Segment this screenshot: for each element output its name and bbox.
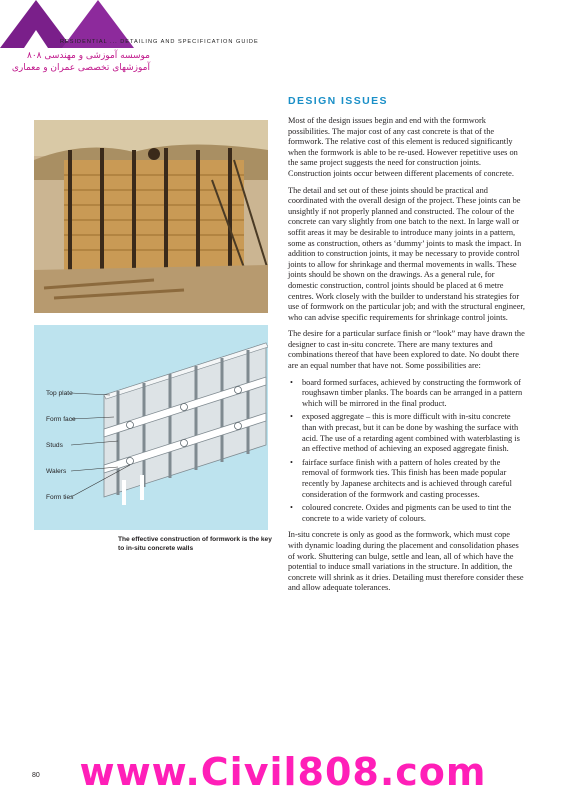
figure-caption: The effective construction of formwork is the key to in-situ concrete walls <box>118 536 272 552</box>
diagram-label-form-face: Form face <box>46 416 76 423</box>
diagram-label-top-plate: Top plate <box>46 390 73 397</box>
list-item-text: fairface surface finish with a pattern of holes created by the removal of formwork ties. This finish has been made popular recently by Japanese architects and is achieved through careful consideration of the formwork and casting processes. <box>302 457 512 499</box>
closing-paragraph: In-situ concrete is only as good as the formwork, which must cope with dynamic loading during the placement and consolidation phases of work. Shuttering can bulge, settle and lean, all of which have the potential to induce small variations in the structure. In addition, the concrete will shrink as it dries. Detailing must therefore consider these and allow adequate tolerances. <box>288 530 524 593</box>
finish-list <box>288 378 526 525</box>
formwork-photo <box>34 120 268 313</box>
page-number: 80 <box>32 772 40 779</box>
list-item-text: board formed surfaces, achieved by constructing the formwork of roughsawn timber planks. The boards can be arranged in a pattern which will be mirrored in the final product. <box>302 377 523 408</box>
watermark: www.Civil808.com <box>79 750 487 794</box>
bullet-icon: • <box>290 457 293 467</box>
running-head: RESIDENTIAL ... DETAILING AND SPECIFICATION GUIDE <box>60 39 259 45</box>
list-item-text: exposed aggregate – this is more difficult with in-situ concrete than with precast, but it can be done by washing the surface with acid. The use of a retarding agent combined with waterblasting is an effective method of achieving an exposed aggregate finish. <box>302 412 520 454</box>
logo-text <box>0 50 150 74</box>
diagram-label-walers: Walers <box>46 468 67 475</box>
formwork-diagram <box>34 325 268 530</box>
list-item-text: coloured concrete. Oxides and pigments can be used to tint the concrete to a wide variety of colours. <box>302 503 512 523</box>
list-item <box>288 412 526 454</box>
section-title: DESIGN ISSUES <box>288 95 388 107</box>
list-item <box>288 458 526 500</box>
paragraph: The desire for a particular surface finish or “look” may have drawn the designer to cast in-situ concrete. There are many textures and combinations thereof that have been explored to date. No doubt there are an equal number that have not. Some possibilities are: <box>288 329 525 371</box>
logo-text-line-2: آموزشهای تخصصی عمران و معماری <box>11 63 150 73</box>
bullet-icon: • <box>290 412 293 422</box>
paragraph: The detail and set out of these joints should be practical and coordinated with the overall design of the project. These joints can be unsightly if not properly planned and constructed. The colour of the concrete can vary slightly from one batch to the next. In large wall or soffit areas it may be desirable to introduce many joints in a pattern, some as construction, others as ‘dummy’ joints to mask the impact. In addition to construction joints, it may be necessary to provide control joints to allow for shrinkage and thermal movements in walls. These joints should be shown on the drawings. As a general rule, for domestic construction, control joints should be placed at 6 metre centres. Work closely with the builder to understand his strategies for use of formwork on the particular job; and with the structural engineer, who can advise specific requirements for shrinkage control joints. <box>288 185 525 322</box>
diagram-label-form-ties: Form ties <box>46 494 74 501</box>
list-item <box>288 503 526 524</box>
diagram-label-studs: Studs <box>46 442 63 449</box>
logo-text-line-1: موسسه آموزشی و مهندسی ۸۰۸ <box>27 51 150 61</box>
paragraph: Most of the design issues begin and end with the formwork possibilities. The major cost of any cast concrete is that of the formwork. The relative cost of this element is reduced significantly when the formwork is able to be re-used. However repetitive uses on the same project suggests the need for construction joints. Construction joints occur between different placements of concrete. <box>288 116 518 178</box>
bullet-icon: • <box>290 503 293 513</box>
bullet-icon: • <box>290 377 293 387</box>
article-body <box>288 116 526 600</box>
list-item <box>288 378 526 410</box>
